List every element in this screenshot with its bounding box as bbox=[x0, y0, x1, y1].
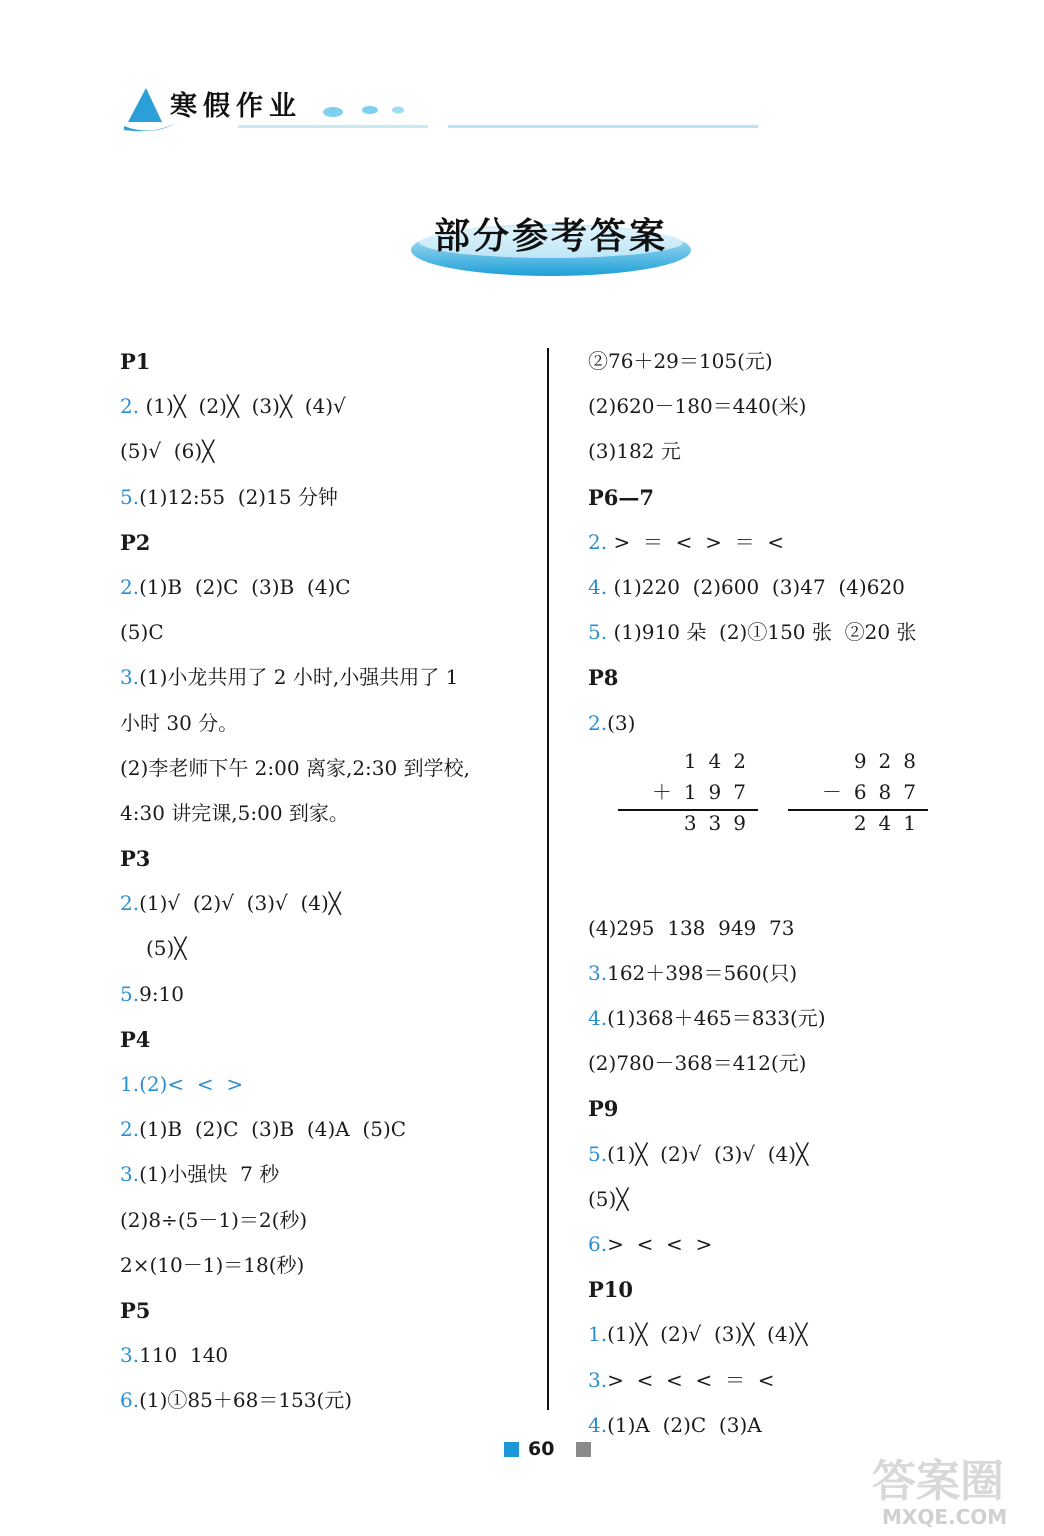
calc-row-top bbox=[788, 746, 928, 777]
answer-line bbox=[120, 384, 530, 429]
section-label: P2 bbox=[120, 529, 151, 555]
section-heading bbox=[588, 475, 1008, 520]
answer-text: (1)368＋465＝833(元) bbox=[607, 1006, 826, 1031]
answer-line bbox=[120, 1243, 530, 1288]
answer-line bbox=[120, 746, 530, 791]
page-footer bbox=[504, 1438, 594, 1462]
answer-text: (1)╳ (2)√ (3)╳ (4)╳ bbox=[607, 1322, 808, 1347]
answer-text: (1)910 朵 (2)①150 张 ②20 张 bbox=[607, 620, 917, 645]
calc-row-result bbox=[618, 808, 758, 839]
answer-line bbox=[588, 1177, 1008, 1222]
answer-text: (5)√ (6)╳ bbox=[120, 439, 215, 464]
question-number: 3. bbox=[588, 1367, 608, 1392]
answer-text: 162＋398＝560(只) bbox=[607, 960, 798, 985]
answer-text: (1)220 (2)600 (3)47 (4)620 bbox=[607, 574, 905, 599]
section-heading bbox=[588, 655, 1008, 700]
vertical-calculation bbox=[618, 746, 758, 839]
question-number: 3. bbox=[120, 1162, 140, 1187]
right-answer-column bbox=[588, 339, 1008, 1448]
answer-text: (2)620－180＝440(米) bbox=[588, 394, 807, 419]
header-title: 寒假作业 bbox=[170, 91, 302, 122]
answer-line bbox=[588, 1358, 1008, 1403]
section-heading bbox=[588, 1086, 1008, 1131]
blue-square-icon bbox=[504, 1442, 519, 1457]
calc-row-result bbox=[788, 808, 928, 839]
answer-text: > < < > bbox=[607, 1232, 713, 1256]
question-number: 5. bbox=[120, 981, 140, 1006]
watermark-logo-icon bbox=[866, 1444, 1036, 1530]
svg-text:答案圈: 答案圈 bbox=[872, 1456, 1004, 1507]
section-heading bbox=[120, 339, 530, 384]
answer-text: 110 140 bbox=[139, 1343, 229, 1368]
answer-text: (3)182 元 bbox=[588, 439, 681, 464]
banner-title: 部分参考答案 bbox=[433, 216, 668, 257]
answer-line bbox=[588, 996, 1008, 1041]
answer-line bbox=[120, 655, 530, 700]
answer-text: (3) bbox=[607, 710, 636, 735]
answer-text: (1)小龙共用了 2 小时,小强共用了 1 bbox=[139, 665, 459, 690]
answer-line bbox=[588, 339, 1008, 384]
answer-text: 4:30 讲完课,5:00 到家。 bbox=[120, 800, 349, 825]
answer-line bbox=[588, 1312, 1008, 1357]
question-number: 5. bbox=[588, 620, 608, 645]
answer-text: (1)╳ (2)√ (3)√ (4)╳ bbox=[607, 1141, 809, 1166]
answer-text: ②76＋29＝105(元) bbox=[588, 349, 773, 373]
answer-line bbox=[120, 1152, 530, 1197]
section-label: P9 bbox=[588, 1096, 619, 1122]
question-number: 3. bbox=[588, 960, 608, 985]
answer-text: (4)295 138 949 73 bbox=[588, 915, 795, 940]
answer-text: (2)< < > bbox=[139, 1072, 244, 1096]
answer-line bbox=[120, 972, 530, 1017]
answer-line bbox=[588, 1222, 1008, 1267]
calc-row-top bbox=[618, 746, 758, 777]
svg-text:MXQE.COM: MXQE.COM bbox=[882, 1505, 1008, 1529]
section-label: P5 bbox=[120, 1297, 151, 1323]
gray-square-icon bbox=[576, 1442, 591, 1457]
answer-line bbox=[588, 906, 1008, 951]
question-number: 5. bbox=[120, 484, 140, 509]
answer-line bbox=[588, 520, 1008, 565]
answer-line bbox=[588, 384, 1008, 429]
answer-line bbox=[588, 429, 1008, 474]
answer-text: 小时 30 分。 bbox=[120, 710, 239, 735]
page-number: 60 bbox=[528, 1438, 555, 1460]
question-number: 2. bbox=[588, 710, 608, 735]
calc-operator: ＋ bbox=[651, 779, 684, 804]
answer-text: (1)B (2)C (3)B (4)C bbox=[139, 574, 351, 599]
vertical-calculation bbox=[788, 746, 928, 839]
right-column-top bbox=[588, 339, 1008, 746]
vertical-calculations bbox=[588, 746, 1008, 906]
calc-digits: 142 bbox=[683, 748, 758, 773]
question-number: 2. bbox=[120, 1117, 140, 1142]
answer-text: (5)C bbox=[120, 620, 164, 645]
calc-digits: 339 bbox=[683, 810, 758, 835]
answer-text: (1)√ (2)√ (3)√ (4)╳ bbox=[139, 891, 341, 916]
question-number: 4. bbox=[588, 1006, 608, 1031]
column-divider bbox=[547, 348, 549, 1410]
answer-line bbox=[588, 1132, 1008, 1177]
answer-line bbox=[588, 610, 1008, 655]
answer-text: (5)╳ bbox=[146, 936, 187, 961]
calc-operator: － bbox=[821, 779, 854, 804]
title-banner bbox=[410, 198, 692, 280]
answer-text: 9:10 bbox=[139, 981, 185, 1006]
section-label: P10 bbox=[588, 1277, 634, 1303]
answer-text: (1)B (2)C (3)B (4)A (5)C bbox=[139, 1117, 407, 1142]
section-heading bbox=[120, 836, 530, 881]
answer-line bbox=[588, 1041, 1008, 1086]
answer-line bbox=[588, 951, 1008, 996]
calc-digits: 241 bbox=[853, 810, 928, 835]
question-number: 6. bbox=[120, 1388, 140, 1413]
answer-line bbox=[588, 565, 1008, 610]
calc-row-second bbox=[788, 777, 928, 808]
calc-sum-line bbox=[788, 809, 928, 811]
section-heading bbox=[120, 1288, 530, 1333]
section-label: P1 bbox=[120, 349, 151, 374]
left-answer-column bbox=[120, 339, 530, 1424]
question-number: 1. bbox=[588, 1322, 608, 1347]
answer-text: (2)780－368＝412(元) bbox=[588, 1051, 807, 1076]
answer-line bbox=[120, 791, 530, 836]
answer-text: > ＝ < > ＝ < bbox=[607, 529, 785, 554]
calc-digits: 928 bbox=[853, 748, 928, 773]
section-label: P3 bbox=[120, 846, 151, 872]
answer-text: (1)12:55 (2)15 分钟 bbox=[139, 484, 338, 509]
answer-line bbox=[120, 475, 530, 520]
answer-line bbox=[588, 1403, 1008, 1448]
answer-text: 2×(10－1)＝18(秒) bbox=[120, 1252, 305, 1277]
answer-line bbox=[120, 1378, 530, 1423]
answer-text: (1)①85＋68＝153(元) bbox=[139, 1388, 353, 1413]
header bbox=[118, 78, 778, 142]
question-number: 1. bbox=[120, 1072, 140, 1096]
question-number: 2. bbox=[120, 891, 140, 916]
answer-line bbox=[120, 926, 530, 971]
answer-text: (1)小强快 7 秒 bbox=[139, 1162, 280, 1187]
answer-text: > < < < ＝ < bbox=[607, 1367, 775, 1392]
question-number: 6. bbox=[588, 1232, 608, 1256]
section-label: P8 bbox=[588, 665, 619, 691]
answer-text: (2)李老师下午 2:00 离家,2:30 到学校, bbox=[120, 755, 470, 780]
answer-line bbox=[120, 1107, 530, 1152]
answer-text: (1)╳ (2)╳ (3)╳ (4)√ bbox=[139, 394, 346, 419]
calc-row-second bbox=[618, 777, 758, 808]
answer-line bbox=[588, 701, 1008, 746]
answer-line bbox=[120, 429, 530, 474]
right-column-bottom bbox=[588, 906, 1008, 1448]
question-number: 3. bbox=[120, 1343, 140, 1368]
calc-digits: 197 bbox=[683, 779, 758, 804]
answer-text: (5)╳ bbox=[588, 1186, 629, 1211]
question-number: 5. bbox=[588, 1141, 608, 1166]
section-label: P4 bbox=[120, 1026, 151, 1052]
answer-line bbox=[120, 1333, 530, 1378]
calc-digits: 687 bbox=[853, 779, 928, 804]
section-heading bbox=[588, 1267, 1008, 1312]
question-number: 2. bbox=[588, 529, 608, 554]
answer-line bbox=[120, 701, 530, 746]
answer-line bbox=[120, 610, 530, 655]
section-heading bbox=[120, 1017, 530, 1062]
answer-line bbox=[120, 881, 530, 926]
question-number: 2. bbox=[120, 574, 140, 599]
calc-sum-line bbox=[618, 809, 758, 811]
answer-line bbox=[120, 1198, 530, 1243]
answer-line bbox=[120, 565, 530, 610]
answer-text: (1)A (2)C (3)A bbox=[607, 1412, 762, 1437]
section-heading bbox=[120, 520, 530, 565]
question-number: 2. bbox=[120, 394, 140, 419]
question-number: 3. bbox=[120, 665, 140, 690]
question-number: 4. bbox=[588, 574, 608, 599]
answer-line bbox=[120, 1062, 530, 1107]
section-label: P6—7 bbox=[588, 484, 655, 510]
question-number: 4. bbox=[588, 1412, 608, 1437]
answer-text: (2)8÷(5－1)＝2(秒) bbox=[120, 1207, 308, 1232]
